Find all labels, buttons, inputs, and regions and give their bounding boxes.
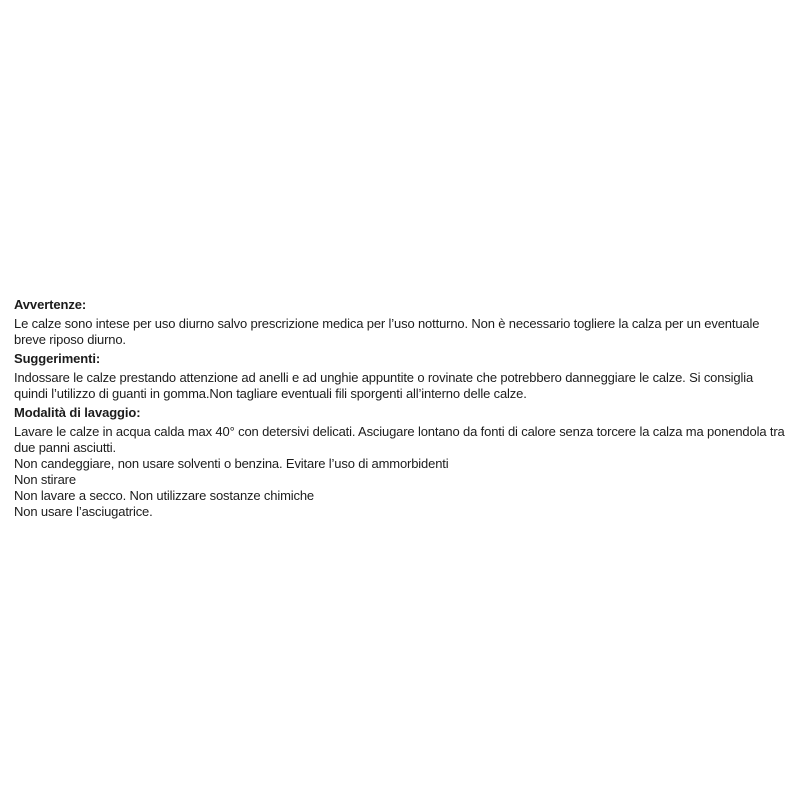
section-avvertenze <box>14 297 790 348</box>
lavaggio-instruction-washing: Lavare le calze in acqua calda max 40° con detersivi delicati. Asciugare lontano da fonti di calore senza torcere la calza ma ponendola tra due panni asciutti. <box>14 424 785 455</box>
lavaggio-instruction-no-bleach: Non candeggiare, non usare solventi o benzina. Evitare l’uso di ammorbidenti <box>14 456 449 471</box>
avvertenze-paragraph: Le calze sono intese per uso diurno salvo prescrizione medica per l’uso notturno. Non è necessario togliere la calza per un eventuale breve riposo diurno. <box>14 316 760 347</box>
avvertenze-heading: Avvertenze: <box>14 297 87 312</box>
lavaggio-instruction-no-dry-clean: Non lavare a secco. Non utilizzare sostanze chimiche <box>14 488 315 503</box>
lavaggio-instruction-no-dryer: Non usare l’asciugatrice. <box>14 504 153 519</box>
modalita-di-lavaggio-heading: Modalità di lavaggio: <box>14 405 141 420</box>
lavaggio-instruction-no-iron: Non stirare <box>14 472 76 487</box>
section-modalita-di-lavaggio <box>14 405 790 520</box>
suggerimenti-heading: Suggerimenti: <box>14 351 101 366</box>
section-suggerimenti <box>14 351 790 402</box>
suggerimenti-paragraph: Indossare le calze prestando attenzione ad anelli e ad unghie appuntite o rovinate che potrebbero danneggiare le calze. Si consiglia quindi l’utilizzo di guanti in gomma.Non tagliare eventuali fili sporgenti all’interno delle calze. <box>14 370 754 401</box>
